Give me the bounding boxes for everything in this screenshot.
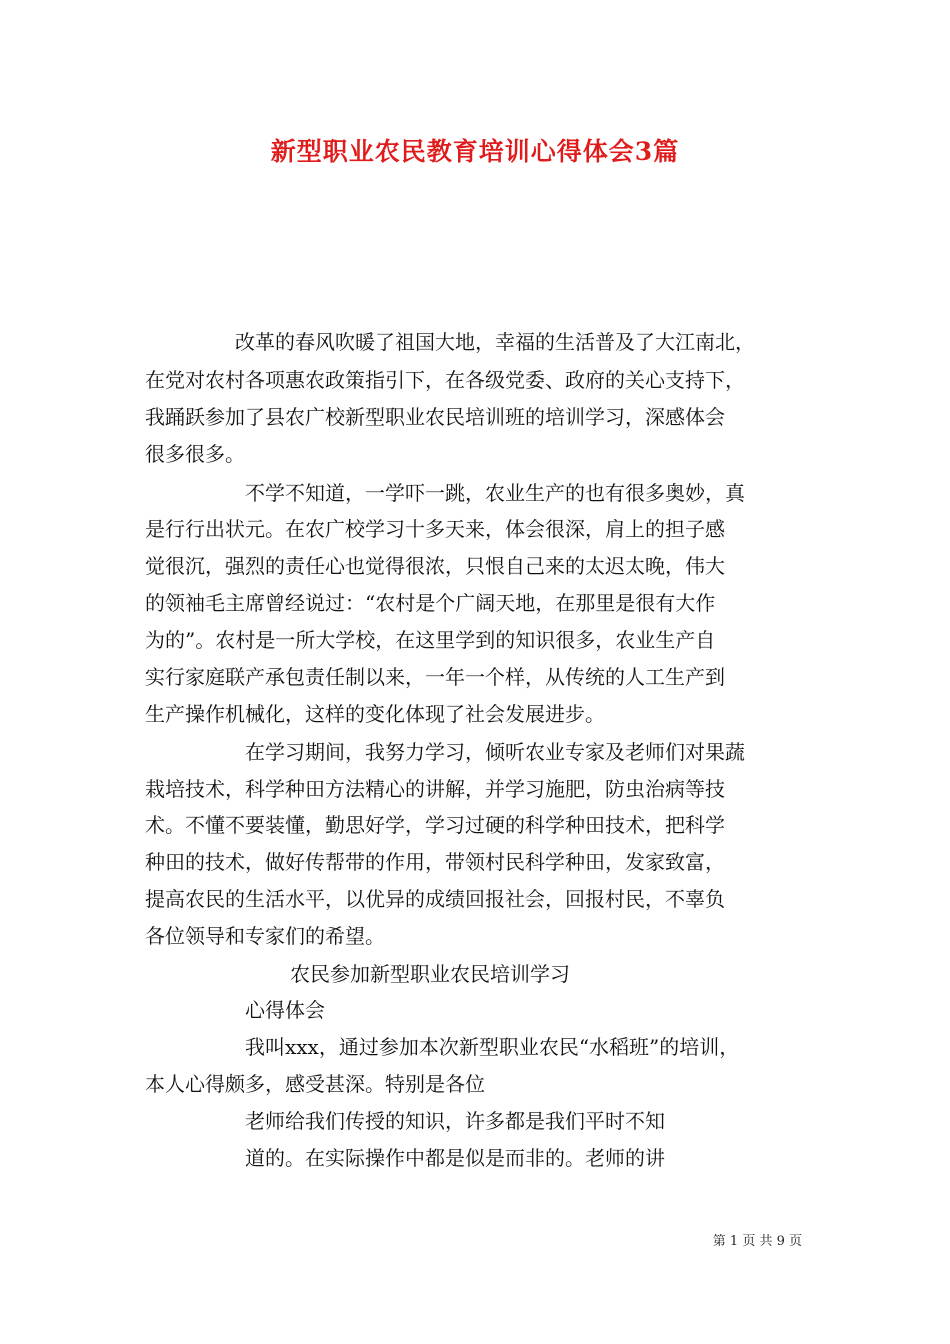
body-line: 各位领导和专家们的希望。 <box>145 924 385 948</box>
body-line: 很多很多。 <box>145 442 245 466</box>
body-line: 道的。在实际操作中都是似是而非的。老师的讲 <box>245 1146 665 1170</box>
body-line: 改革的春风吹暖了祖国大地，幸福的生活普及了大江南北， <box>235 330 755 354</box>
body-line: 我踊跃参加了县农广校新型职业农民培训班的培训学习，深感体会 <box>145 405 725 429</box>
body-line: 本人心得颇多，感受甚深。特别是各位 <box>145 1072 485 1096</box>
section-heading: 农民参加新型职业农民培训学习 <box>290 962 570 986</box>
body-line: 实行家庭联产承包责任制以来，一年一个样，从传统的人工生产到 <box>145 665 725 689</box>
document-title: 新型职业农民教育培训心得体会3篇 <box>270 137 680 166</box>
body-line: 的领袖毛主席曾经说过：“农村是个广阔天地，在那里是很有大作 <box>145 591 716 615</box>
body-line: 为的”。农村是一所大学校，在这里学到的知识很多，农业生产自 <box>145 628 716 652</box>
body-line: 我叫xxx，通过参加本次新型职业农民“水稻班”的培训， <box>245 1035 740 1059</box>
body-line: 老师给我们传授的知识，许多都是我们平时不知 <box>245 1109 665 1133</box>
body-line: 觉很沉，强烈的责任心也觉得很浓，只恨自己来的太迟太晚，伟大 <box>145 554 725 578</box>
body-line: 种田的技术，做好传帮带的作用，带领村民科学种田，发家致富， <box>145 850 725 874</box>
body-line: 在学习期间，我努力学习，倾听农业专家及老师们对果蔬 <box>245 740 745 764</box>
body-line: 生产操作机械化，这样的变化体现了社会发展进步。 <box>145 702 605 726</box>
body-line: 在党对农村各项惠农政策指引下，在各级党委、政府的关心支持下， <box>145 368 745 392</box>
body-line: 栽培技术，科学种田方法精心的讲解，并学习施肥，防虫治病等技 <box>145 777 725 801</box>
page-number: 第 1 页 共 9 页 <box>712 1234 802 1249</box>
body-line: 不学不知道，一学吓一跳，农业生产的也有很多奥妙，真 <box>245 481 745 505</box>
body-line: 术。不懂不要装懂，勤思好学，学习过硬的科学种田技术，把科学 <box>145 813 725 837</box>
body-line: 提高农民的生活水平，以优异的成绩回报社会，回报村民，不辜负 <box>145 887 725 911</box>
section-heading: 心得体会 <box>245 998 325 1022</box>
body-line: 是行行出状元。在农广校学习十多天来，体会很深，肩上的担子感 <box>145 517 725 541</box>
